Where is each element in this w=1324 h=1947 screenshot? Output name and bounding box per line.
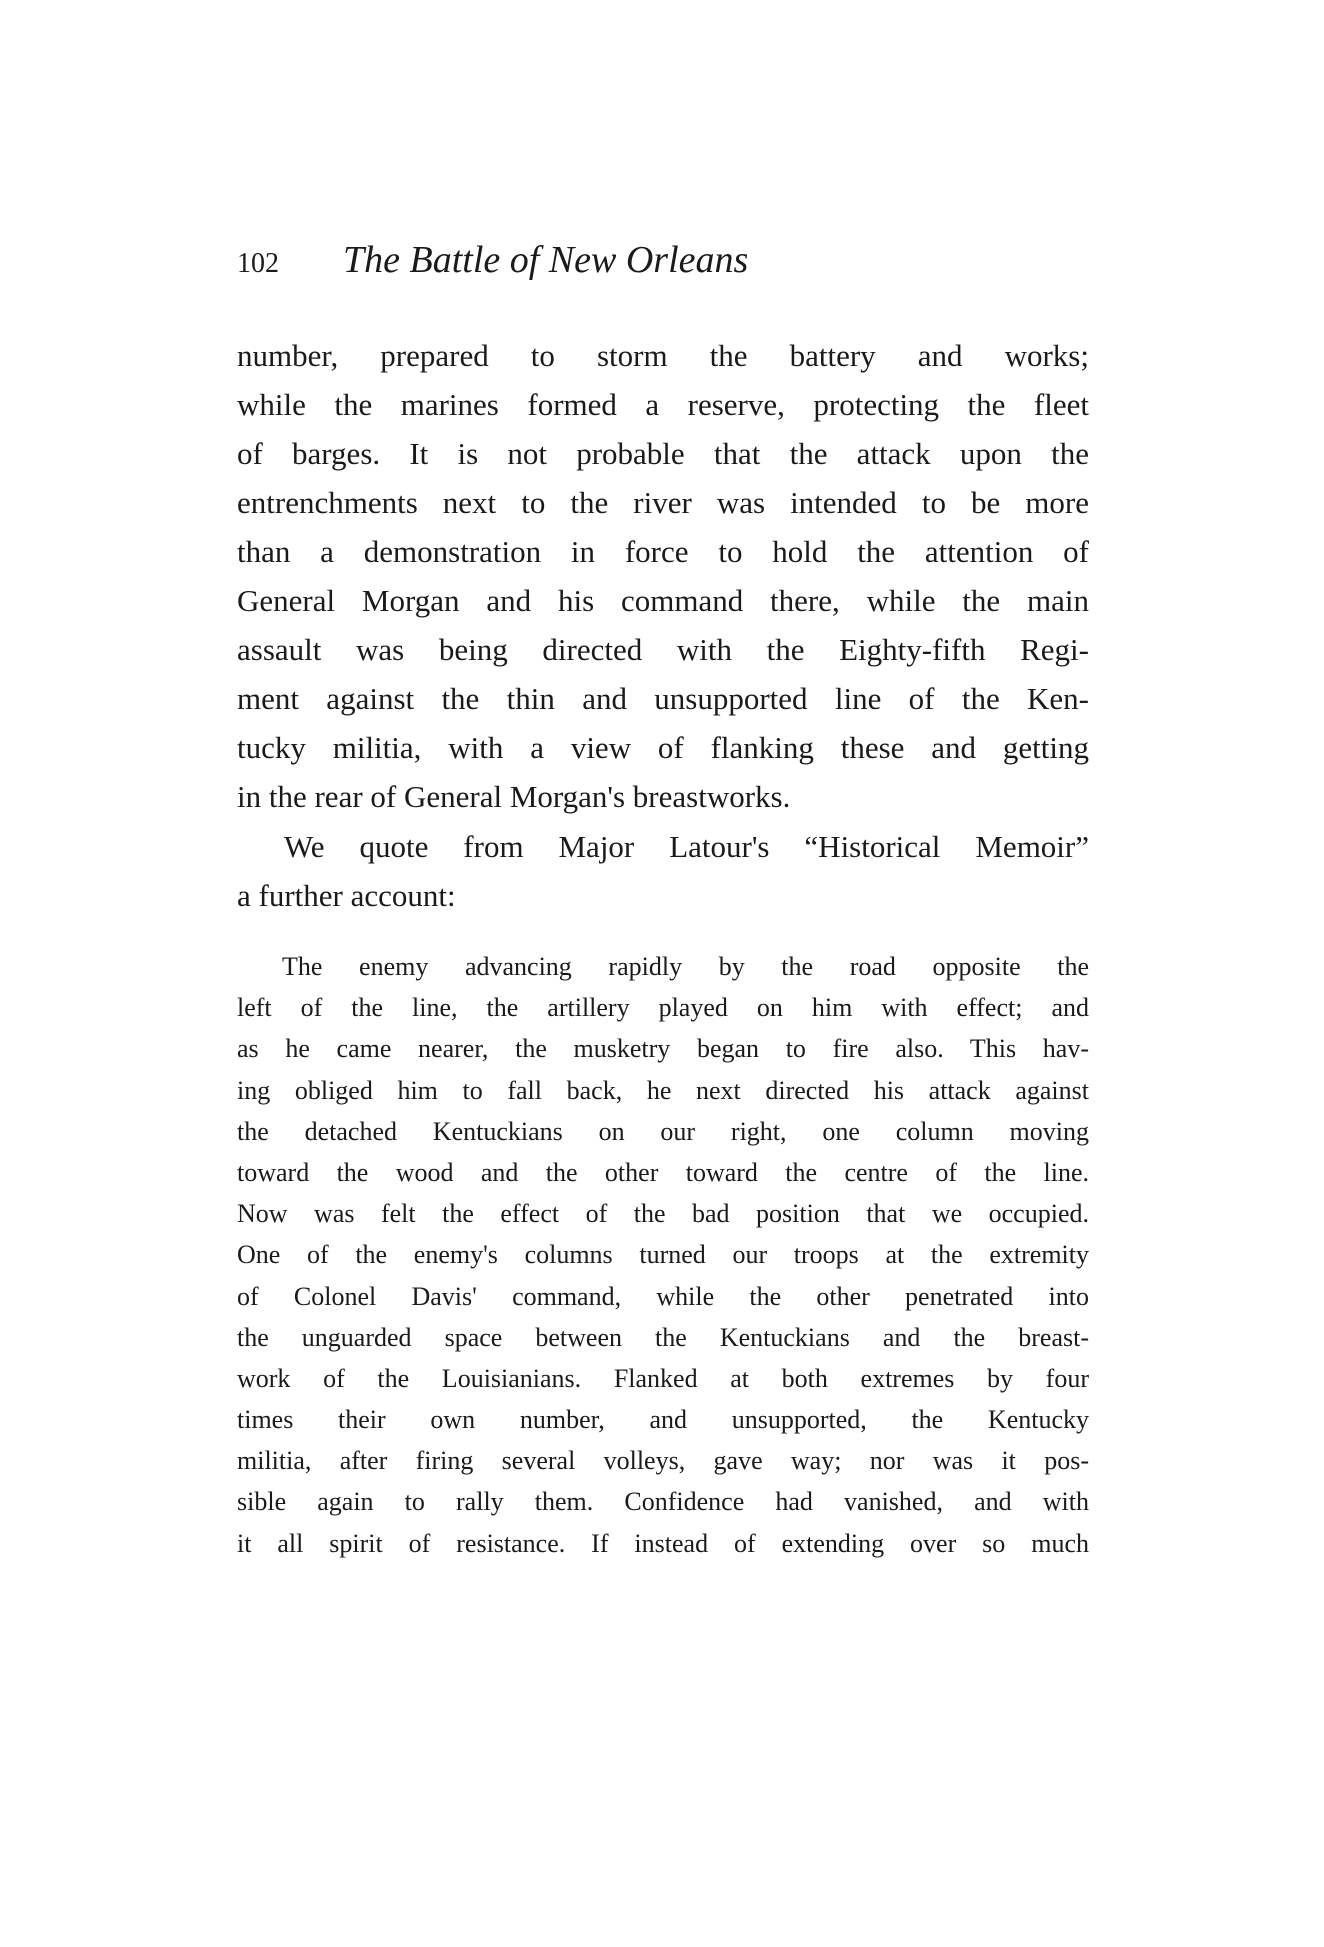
page-number: 102 xyxy=(237,248,279,279)
text-line: militia, after firing several volleys, gave way; nor was it pos- xyxy=(237,1446,1089,1476)
text-line: We quote from Major Latour's “Historical Memoir” xyxy=(284,829,1089,864)
body-paragraph-1 xyxy=(237,331,1089,821)
text-line: General Morgan and his command there, while the main xyxy=(237,583,1089,618)
text-line: while the marines formed a reserve, protecting the fleet xyxy=(237,387,1089,422)
running-title: The Battle of New Orleans xyxy=(343,239,749,281)
text-line: toward the wood and the other toward the centre of the line. xyxy=(237,1157,1089,1187)
text-line: number, prepared to storm the battery and works; xyxy=(237,338,1089,373)
text-line: Now was felt the effect of the bad position that we occupied. xyxy=(237,1199,1089,1229)
text-line: in the rear of General Morgan's breastworks. xyxy=(237,779,791,814)
text-line: the detached Kentuckians on our right, one column moving xyxy=(237,1116,1089,1146)
block-quote xyxy=(237,946,1089,1564)
text-line: times their own number, and unsupported, the Kentucky xyxy=(237,1405,1089,1435)
text-line: left of the line, the artillery played on him with effect; and xyxy=(237,993,1089,1023)
text-line: a further account: xyxy=(237,878,456,913)
text-line: sible again to rally them. Confidence had vanished, and with xyxy=(237,1487,1089,1517)
text-line: assault was being directed with the Eighty-fifth Regi- xyxy=(237,632,1089,667)
text-line: ment against the thin and unsupported line of the Ken- xyxy=(237,681,1089,716)
text-line: tucky militia, with a view of flanking these and getting xyxy=(237,730,1089,765)
text-line: of Colonel Davis' command, while the other penetrated into xyxy=(237,1281,1089,1311)
text-line: than a demonstration in force to hold the attention of xyxy=(237,534,1089,569)
text-line: The enemy advancing rapidly by the road opposite the xyxy=(282,952,1089,981)
text-line: entrenchments next to the river was intended to be more xyxy=(237,485,1089,520)
text-line: work of the Louisianians. Flanked at both extremes by four xyxy=(237,1363,1089,1393)
body-paragraph-2 xyxy=(237,822,1089,920)
text-line: of barges. It is not probable that the attack upon the xyxy=(237,436,1089,471)
text-line: as he came nearer, the musketry began to fire also. This hav- xyxy=(237,1034,1089,1064)
text-line: ing obliged him to fall back, he next directed his attack against xyxy=(237,1075,1089,1105)
text-line: it all spirit of resistance. If instead of extending over so much xyxy=(237,1528,1089,1558)
text-line: the unguarded space between the Kentuckians and the breast- xyxy=(237,1322,1089,1352)
text-line: One of the enemy's columns turned our troops at the extremity xyxy=(237,1240,1089,1270)
